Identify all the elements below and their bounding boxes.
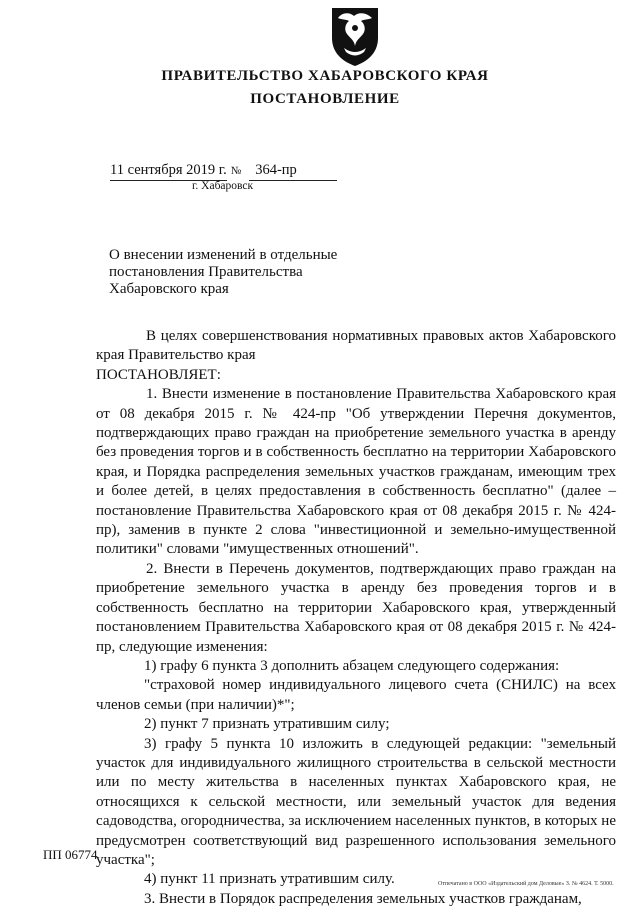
- doc-number: 364-пр: [249, 162, 337, 181]
- number-label: №: [230, 165, 242, 177]
- footer-code: ПП 06774: [43, 847, 98, 862]
- paragraph-2-item-3: 3) графу 5 пункта 10 изложить в следующей редакции: "земельный участок для индивидуального жилищного строительства в сельской местности или по месту жительства в населенных пунктах Хабаровского края, не относящихся к сельской местности, или земельный участок для ведения садоводства, огородничества, за исключением населенных пунктов, в которых не предусмотрен соответствующий вид разрешенного использования земельного участка";: [96, 735, 616, 868]
- doc-date: 11 сентября 2019 г.: [110, 162, 227, 181]
- paragraph-3: 3. Внести в Порядок распределения земельных участков гражданам,: [144, 890, 582, 907]
- date-number-line: [110, 162, 337, 181]
- paragraph-2-item-1: 1) графу 6 пункта 3 дополнить абзацем следующего содержания:: [144, 657, 560, 674]
- print-note: Отпечатано в ООО «Издательский дом Деловые» З. № 4624. Т. 5000.: [438, 881, 614, 887]
- paragraph-2-item-4: 4) пункт 11 признать утратившим силу.: [144, 871, 395, 888]
- paragraph-1: 1. Внести изменение в постановление Правительства Хабаровского края от 08 декабря 2015 г. № 424-пр "Об утверждении Перечня документов, подтверждающих право граждан на приобретение земельного участка в аренду без проведения торгов и в собственность бесплатно на территории Хабаровского края, и Порядка распределения земельных участков гражданам, имеющим трех и более детей, в целях предоставления в собственность бесплатно" (далее – постановление Правительства Хабаровского края от 08 декабря 2015 г. № 424-пр), заменив в пункте 2 слова "инвестиционной и земельно-имущественной политики" словами "имущественных отношений".: [96, 386, 616, 558]
- org-title: ПРАВИТЕЛЬСТВО ХАБАРОВСКОГО КРАЯ: [161, 68, 489, 84]
- doc-subject: О внесении изменений в отдельные постановления Правительства Хабаровского края: [109, 247, 338, 297]
- paragraph-2-item-1-quote: "страховой номер индивидуального лицевого счета (СНИЛС) на всех членов семьи (при наличии)*";: [96, 677, 616, 713]
- city-label: г. Хабаровск: [192, 180, 254, 192]
- doc-body: [96, 327, 616, 909]
- paragraph-2: 2. Внести в Перечень документов, подтверждающих право граждан на приобретение земельного участка в аренду без проведения торгов и в собственность бесплатно на территории Хабаровского края, утвержденный постановлением Правительства Хабаровского края от 08 декабря 2015 г. № 424-пр, следующие изменения:: [96, 560, 616, 655]
- doc-type-title: ПОСТАНОВЛЕНИЕ: [250, 91, 400, 107]
- decree-word: ПОСТАНОВЛЯЕТ:: [96, 366, 221, 383]
- paragraph-2-item-2: 2) пункт 7 признать утратившим силу;: [144, 716, 390, 733]
- preamble-paragraph: В целях совершенствования нормативных правовых актов Хабаровского края Правительство края: [96, 328, 616, 364]
- coat-of-arms-icon: [328, 4, 382, 68]
